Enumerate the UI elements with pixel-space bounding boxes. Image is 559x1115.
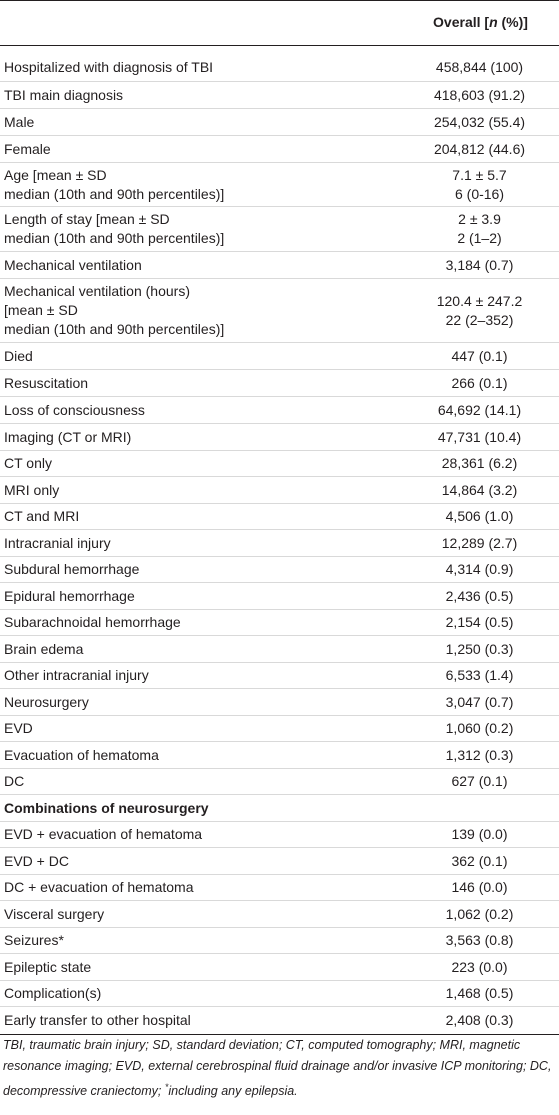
table-row: [0, 636, 559, 663]
row-value: 7.1 ± 5.7 6 (0-16): [452, 166, 507, 202]
row-value: 1,250 (0.3): [445, 640, 514, 657]
row-label: Complication(s): [4, 985, 102, 1001]
table-row: [0, 136, 559, 163]
row-label: Subdural hemorrhage: [4, 561, 140, 577]
row-value: 4,506 (1.0): [445, 508, 514, 524]
row-label: Loss of consciousness: [4, 401, 145, 418]
row-label: EVD + evacuation of hematoma: [4, 826, 203, 842]
column-header-overall: [402, 14, 559, 30]
row-label: Subarachnoidal hemorrhage: [4, 614, 181, 630]
header-suffix: (%)]: [497, 14, 528, 30]
row-label: Age [mean ± SD median (10th and 90th percentiles)]: [4, 166, 225, 202]
table-footnote: [3, 1035, 555, 1102]
row-label: Died: [4, 347, 33, 364]
table-row: [0, 397, 559, 424]
row-label: DC: [4, 773, 25, 789]
row-value: 2,154 (0.5): [445, 614, 514, 630]
table-row: [0, 1007, 559, 1035]
row-label: Neurosurgery: [4, 693, 89, 710]
row-value: 47,731 (10.4): [437, 428, 522, 445]
row-value: 2 ± 3.9 2 (1–2): [457, 211, 502, 246]
row-label: EVD: [4, 720, 33, 736]
row-label: Female: [4, 140, 51, 157]
table-row: [0, 928, 559, 954]
row-value: 1,062 (0.2): [445, 905, 514, 922]
table-row: [0, 279, 559, 343]
row-value: 362 (0.1): [451, 852, 508, 869]
row-value: 6,533 (1.4): [445, 667, 514, 683]
table-row: [0, 54, 559, 82]
table-row: [0, 689, 559, 716]
table-row: [0, 252, 559, 279]
row-label: CT only: [4, 455, 52, 471]
row-label: Evacuation of hematoma: [4, 746, 159, 763]
row-value: 3,563 (0.8): [445, 932, 514, 948]
table-row: [0, 82, 559, 109]
row-value: 223 (0.0): [451, 958, 508, 975]
table-row: [0, 848, 559, 875]
table-row: [0, 901, 559, 928]
row-label: Epidural hemorrhage: [4, 587, 135, 604]
row-value: 139 (0.0): [451, 826, 508, 842]
row-value: 64,692 (14.1): [437, 401, 522, 418]
footnote-tail: including any epilepsia.: [168, 1084, 298, 1099]
row-value: 4,314 (0.9): [445, 561, 514, 577]
table-row: [0, 109, 559, 136]
row-label: Mechanical ventilation (hours) [mean ± SD median (10th and 90th percentiles)]: [4, 283, 225, 337]
row-value: 3,047 (0.7): [445, 693, 514, 710]
row-value: 12,289 (2.7): [441, 534, 518, 551]
row-label: Mechanical ventilation: [4, 256, 142, 273]
table-row: [0, 769, 559, 795]
table-row: [0, 370, 559, 397]
table-row: [0, 981, 559, 1007]
row-label: Other intracranial injury: [4, 667, 149, 683]
footnote-text: TBI, traumatic brain injury; SD, standard deviation; CT, computed tomography; MRI, magnetic resonance imaging; EVD, external cerebrospinal fluid drainage and/or invasive ICP monitoring; DC, decompressive craniectomy;: [3, 1038, 552, 1099]
table-header: [0, 0, 559, 46]
row-value: 2,408 (0.3): [445, 1012, 514, 1028]
table-row: [0, 875, 559, 901]
section-header-row: [0, 795, 559, 822]
row-label: Male: [4, 113, 35, 130]
table-row: [0, 207, 559, 252]
header-n: n: [489, 14, 498, 30]
footnote-mark: *: [164, 1082, 169, 1092]
row-value: 3,184 (0.7): [445, 256, 514, 273]
row-label: Epileptic state: [4, 958, 92, 975]
row-label: Seizures*: [4, 932, 64, 948]
table-row: [0, 663, 559, 689]
row-value: 28,361 (6.2): [441, 455, 518, 471]
row-value: 1,060 (0.2): [445, 720, 514, 736]
row-label: DC + evacuation of hematoma: [4, 879, 194, 895]
table-row: [0, 530, 559, 557]
row-label: Brain edema: [4, 640, 84, 657]
row-value: 458,844 (100): [435, 59, 524, 75]
table-row: [0, 583, 559, 610]
table-row: [0, 822, 559, 848]
row-value: 266 (0.1): [451, 374, 508, 391]
table-row: [0, 477, 559, 504]
table-row: [0, 343, 559, 370]
row-value: 1,468 (0.5): [445, 985, 514, 1001]
table-row: [0, 742, 559, 769]
row-label: Early transfer to other hospital: [4, 1012, 191, 1028]
row-value: 627 (0.1): [451, 773, 508, 789]
row-value: 120.4 ± 247.2 22 (2–352): [436, 292, 523, 328]
row-value: 418,603 (91.2): [433, 86, 526, 103]
table-row: [0, 954, 559, 981]
table-row: [0, 557, 559, 583]
row-value: 14,864 (3.2): [441, 481, 518, 498]
table-row: [0, 716, 559, 742]
row-label: Resuscitation: [4, 374, 89, 391]
row-label: Hospitalized with diagnosis of TBI: [4, 59, 214, 75]
table-row: [0, 451, 559, 477]
row-value: 254,032 (55.4): [433, 113, 526, 130]
table-row: [0, 610, 559, 636]
row-value: 1,312 (0.3): [445, 746, 514, 763]
row-value: 204,812 (44.6): [433, 140, 526, 157]
row-label: Imaging (CT or MRI): [4, 428, 132, 445]
row-value: 447 (0.1): [451, 347, 508, 364]
table-row: [0, 163, 559, 207]
row-label: EVD + DC: [4, 852, 69, 869]
row-label: Combinations of neurosurgery: [4, 799, 209, 816]
row-label: MRI only: [4, 481, 60, 498]
table-body: [0, 46, 559, 1035]
row-label: Intracranial injury: [4, 534, 111, 551]
table-row: [0, 504, 559, 530]
row-label: CT and MRI: [4, 508, 80, 524]
table-row: [0, 424, 559, 451]
row-label: Length of stay [mean ± SD median (10th and 90th percentiles)]: [4, 211, 225, 246]
row-label: TBI main diagnosis: [4, 86, 124, 103]
header-prefix: Overall [: [433, 14, 490, 30]
row-value: 2,436 (0.5): [445, 587, 514, 604]
row-label: Visceral surgery: [4, 905, 105, 922]
row-value: 146 (0.0): [451, 879, 508, 895]
